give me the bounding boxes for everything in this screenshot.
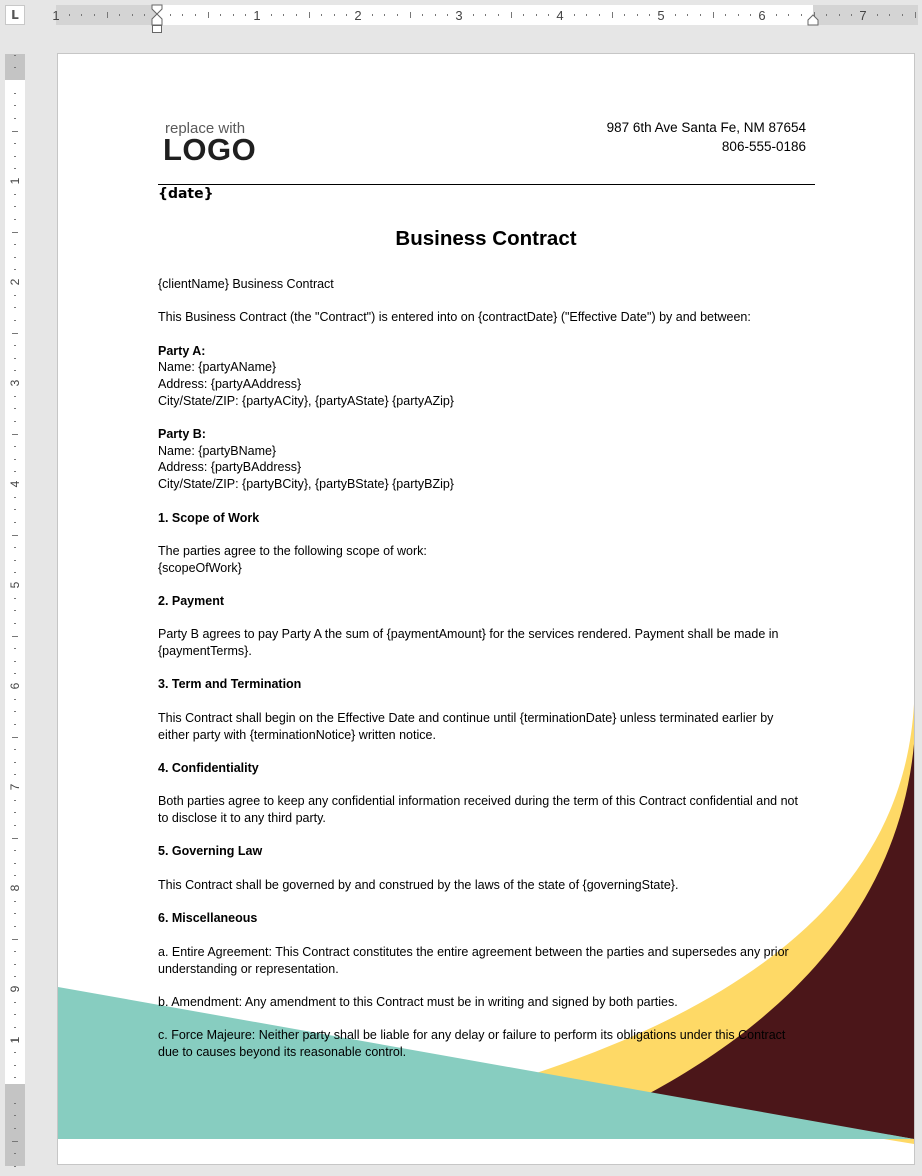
section-heading: 1. Scope of Work [158,511,260,525]
party-b-address: Address: {partyBAddress} [158,460,302,474]
ruler-number: 4 [8,480,22,488]
ruler-number: 3 [455,8,463,23]
party-b-heading: Party B: [158,427,206,441]
ruler-corner [0,0,34,34]
vertical-ruler-ticks [5,54,25,1166]
company-phone: 806-555-0186 [721,139,806,154]
party-a-address: Address: {partyAAddress} [158,377,302,391]
paragraph-line: understanding or representation. [158,962,339,976]
party-a-heading: Party A: [158,344,206,358]
party-b-city: City/State/ZIP: {partyBCity}, {partyBState} {partyBZip} [158,477,454,491]
party-b-name: Name: {partyBName} [158,444,277,458]
section-heading: 3. Term and Termination [158,677,302,691]
paragraph-line: Party B agrees to pay Party A the sum of {paymentAmount} for the services rendered. Payment shall be made in [158,627,779,641]
company-address: 987 6th Ave Santa Fe, NM 87654 [606,120,806,135]
ruler-number: 2 [8,278,22,286]
document-title: Business Contract [395,227,577,250]
hanging-indent-marker[interactable] [152,14,162,25]
paragraph-line: c. Force Majeure: Neither party shall be liable for any delay or failure to perform its obligations under this Contract [158,1028,786,1042]
ruler-number: 5 [657,8,665,23]
ruler-number: 1 [253,8,261,23]
header-divider [158,184,815,185]
party-a-name: Name: {partyAName} [158,360,277,374]
ruler-number: 6 [758,8,766,23]
section-heading: 4. Confidentiality [158,761,259,775]
party-a-city: City/State/ZIP: {partyACity}, {partyAState} {partyAZip} [158,394,454,408]
section-heading: 2. Payment [158,594,225,608]
left-indent-marker[interactable] [152,25,162,33]
paragraph-line: a. Entire Agreement: This Contract constitutes the entire agreement between the parties and supersedes any prior [158,945,789,959]
ruler-ticks [52,5,918,25]
ruler-number: 2 [354,8,362,23]
logo-placeholder: LOGO [163,132,257,167]
ruler-number: 1 [52,8,60,23]
ruler-number: 1 [8,1036,22,1044]
ruler-number: 3 [8,379,22,387]
date-field: {date} [158,186,214,202]
ruler-number: 6 [8,682,22,690]
ruler-number: 1 [8,177,22,185]
ruler-number: 7 [859,8,867,23]
section-heading: 6. Miscellaneous [158,911,258,925]
tab-stop-selector[interactable]: L [5,5,25,25]
ruler-number: 9 [8,985,22,993]
paragraph-line: to disclose it to any third party. [158,811,326,825]
paragraph-line: Both parties agree to keep any confidential information received during the term of this Contract confidential and not [158,794,798,808]
document-page[interactable] [58,54,914,1164]
paragraph-line: {scopeOfWork} [158,561,242,575]
ruler-number: 8 [8,884,22,892]
paragraph-line: b. Amendment: Any amendment to this Contract must be in writing and signed by both parties. [158,995,678,1009]
paragraph-line: either party with {terminationNotice} written notice. [158,728,436,742]
intro-paragraph: This Business Contract (the "Contract") is entered into on {contractDate} ("Effective Date") by and between: [158,310,751,324]
right-indent-marker[interactable] [808,15,818,25]
ruler-number: 7 [8,783,22,791]
paragraph-line: {paymentTerms}. [158,644,252,658]
client-line: {clientName} Business Contract [158,277,334,291]
section-heading: 5. Governing Law [158,844,263,858]
vertical-ruler[interactable] [5,54,25,1166]
paragraph-line: This Contract shall begin on the Effective Date and continue until {terminationDate} unless terminated earlier by [158,711,774,725]
paragraph-line: The parties agree to the following scope of work: [158,544,427,558]
ruler-number: 4 [556,8,564,23]
first-line-indent-marker[interactable] [152,5,162,14]
paragraph-line: due to causes beyond its reasonable control. [158,1045,407,1059]
ruler-number: 5 [8,581,22,589]
paragraph-line: This Contract shall be governed by and construed by the laws of the state of {governingState}. [158,878,679,892]
horizontal-ruler[interactable] [52,5,918,25]
logo-placeholder-caption: replace with [165,120,246,137]
